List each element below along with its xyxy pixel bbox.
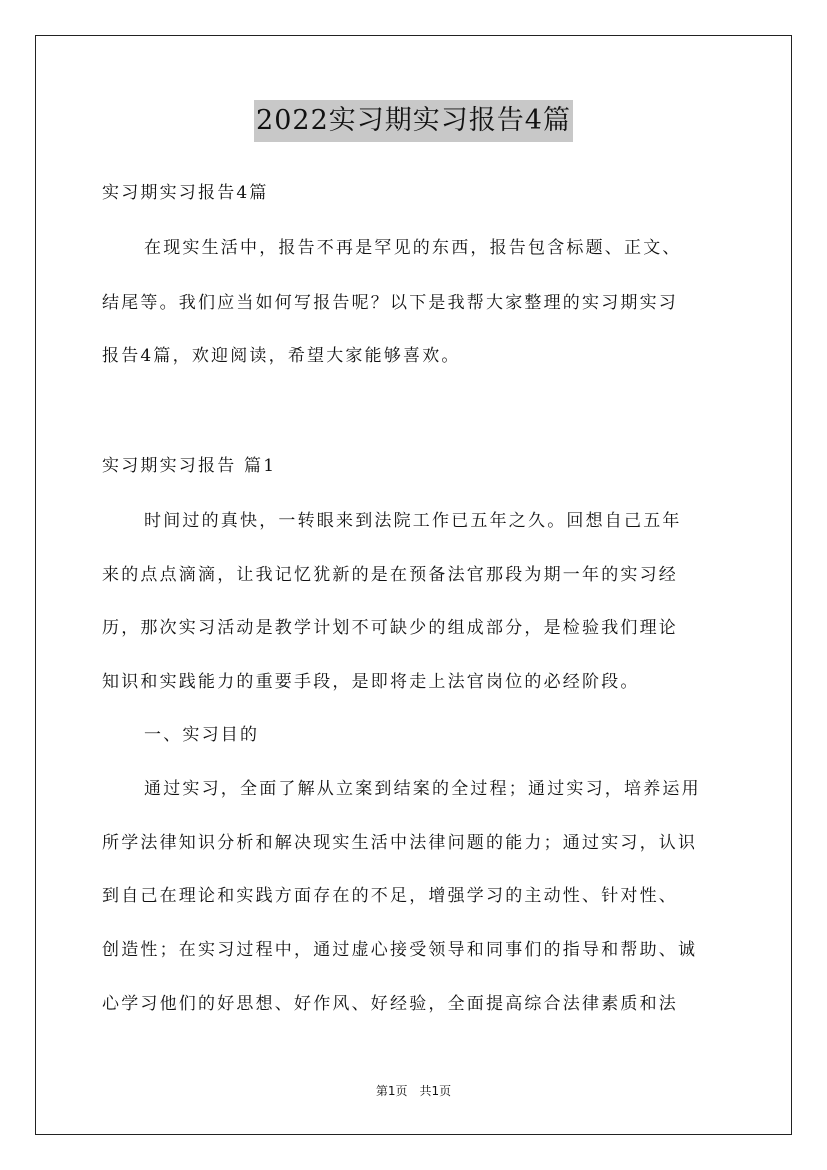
paragraph-line: 来的点点滴滴，让我记忆犹新的是在预备法官那段为期一年的实习经 — [102, 565, 678, 585]
intro-line: 结尾等。我们应当如何写报告呢？以下是我帮大家整理的实习期实习 — [102, 293, 678, 313]
paragraph-line: 知识和实践能力的重要手段，是即将走上法官岗位的必经阶段。 — [102, 672, 640, 692]
page-number-footer: 第1页 共1页 — [375, 1084, 452, 1098]
paragraph-line: 历，那次实习活动是教学计划不可缺少的组成部分，是检验我们理论 — [102, 618, 678, 638]
section-heading: 实习期实习报告 篇1 — [102, 456, 277, 476]
paragraph-line: 时间过的真快，一转眼来到法院工作已五年之久。回想自己五年 — [144, 511, 682, 531]
paragraph-line: 到自己在理论和实践方面存在的不足，增强学习的主动性、针对性、 — [102, 886, 678, 906]
intro-line: 在现实生活中，报告不再是罕见的东西，报告包含标题、正文、 — [144, 238, 682, 258]
document-title: 2022实习期实习报告4篇 — [254, 100, 573, 142]
paragraph-line: 心学习他们的好思想、好作风、好经验，全面提高综合法律素质和法 — [102, 994, 678, 1014]
paragraph-line: 所学法律知识分析和解决现实生活中法律问题的能力；通过实习，认识 — [102, 833, 698, 853]
document-subtitle: 实习期实习报告4篇 — [102, 183, 269, 203]
intro-line: 报告4篇，欢迎阅读，希望大家能够喜欢。 — [102, 346, 461, 366]
title-container — [0, 100, 827, 142]
paragraph-line: 创造性；在实习过程中，通过虚心接受领导和同事们的指导和帮助、诚 — [102, 940, 698, 960]
subheading: 一、实习目的 — [144, 725, 260, 745]
paragraph-line: 通过实习，全面了解从立案到结案的全过程；通过实习，培养运用 — [144, 779, 701, 799]
